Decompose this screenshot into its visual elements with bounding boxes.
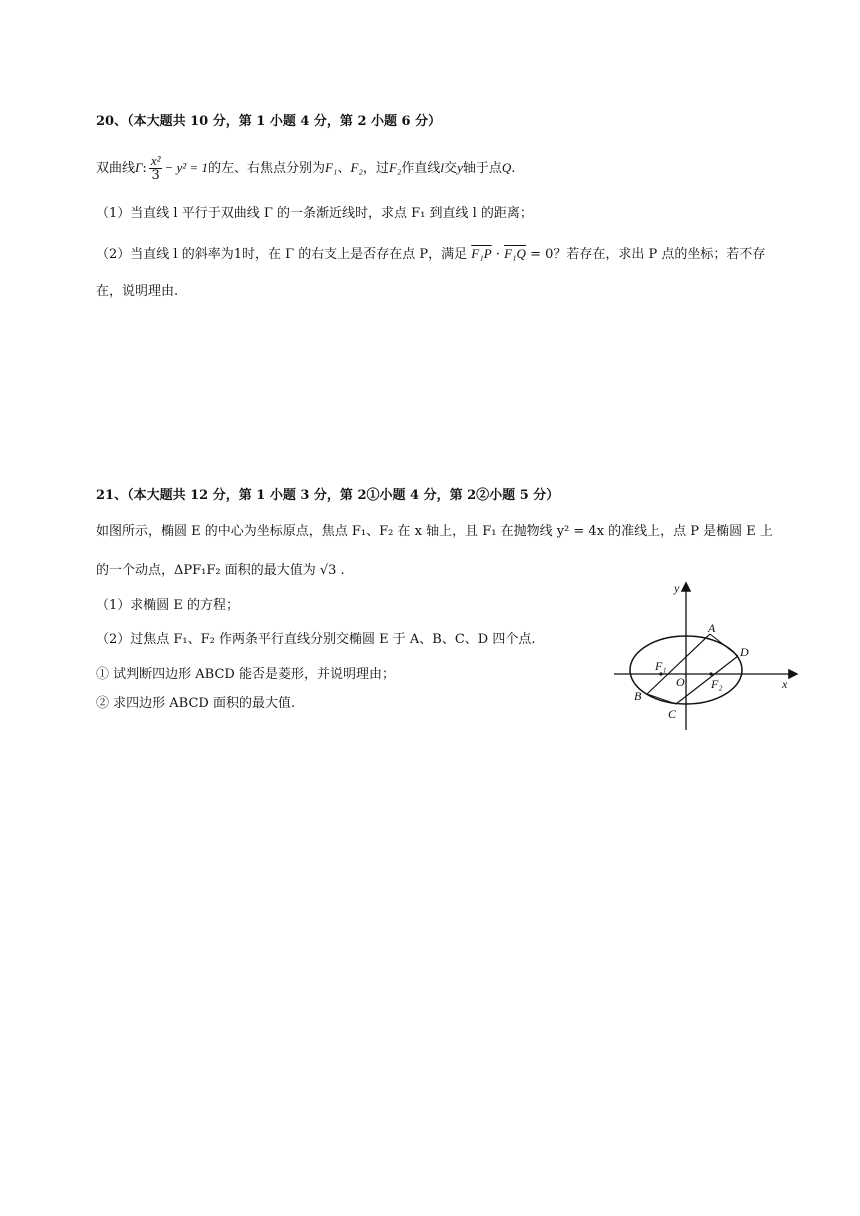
q20-colon: : bbox=[142, 161, 147, 176]
label-x: x bbox=[782, 677, 788, 691]
q20-stem-end: . bbox=[511, 161, 516, 176]
label-B: B bbox=[634, 689, 642, 703]
q20-F2: F₂ bbox=[350, 160, 363, 175]
q20-part2 bbox=[96, 244, 765, 265]
label-F1: F₁ bbox=[655, 659, 667, 673]
label-C: C bbox=[668, 707, 677, 721]
q21-part2-ii: ② 求四边形 ABCD 面积的最大值. bbox=[96, 696, 296, 711]
q20-vector-F1Q: F₁Q bbox=[504, 246, 526, 261]
q20-Q: Q bbox=[501, 160, 512, 175]
q20-stem-post3: 作直线 bbox=[401, 161, 441, 176]
q20-F1: F₁ bbox=[324, 160, 338, 175]
q20-stem-post5: 轴于点 bbox=[462, 161, 502, 176]
q21-stem-line1: 如图所示，椭圆 E 的中心为坐标原点，焦点 F₁、F₂ 在 x 轴上，且 F₁ 在抛物线 y² = 4x 的准线上，点 P 是椭圆 E 上 bbox=[96, 524, 773, 539]
q20-stem-pre: 双曲线 bbox=[96, 161, 136, 176]
label-O: O bbox=[676, 675, 685, 689]
q20-stem-post4: 交 bbox=[444, 161, 458, 176]
q20-part2-cont: 在，说明理由. bbox=[96, 284, 179, 299]
q20-part2-b: = 0？若存在，求出 P 点的坐标；若不存 bbox=[525, 247, 766, 262]
q20-fraction bbox=[149, 154, 163, 183]
q20-gamma: Γ bbox=[135, 160, 143, 175]
q20-y: y bbox=[457, 160, 463, 175]
q20-stem bbox=[96, 154, 515, 183]
label-y: y bbox=[674, 581, 680, 595]
q20-stem-post2: ，过 bbox=[362, 161, 389, 176]
q20-dot: · bbox=[491, 247, 505, 262]
label-F2: F₂ bbox=[711, 677, 723, 691]
q20-equation: − y² = 1 bbox=[164, 160, 208, 175]
q21-stem-line2: 的一个动点，ΔPF₁F₂ 面积的最大值为 √3 . bbox=[96, 563, 345, 578]
q20-frac-den: 3 bbox=[151, 168, 160, 183]
q20-header: 20、（本大题共 10 分，第 1 小题 4 分，第 2 小题 6 分） bbox=[96, 114, 442, 129]
q21-header: 21、（本大题共 12 分，第 1 小题 3 分，第 2①小题 4 分，第 2②小题 5 分） bbox=[96, 488, 560, 503]
q20-part1: （1）当直线 l 平行于双曲线 Γ 的一条渐近线时，求点 F₁ 到直线 l 的距离； bbox=[96, 206, 533, 221]
q20-l: l bbox=[440, 160, 445, 175]
q21-part2: （2）过焦点 F₁、F₂ 作两条平行直线分别交椭圆 E 于 A、B、C、D 四个点. bbox=[96, 632, 536, 647]
segment-BC bbox=[647, 694, 676, 704]
q20-frac-num: x² bbox=[150, 153, 161, 168]
q20-sep: 、 bbox=[337, 161, 351, 176]
label-D: D bbox=[740, 645, 749, 659]
q20-stem-post1: 的左、右焦点分别为 bbox=[207, 161, 325, 176]
chord-DC bbox=[676, 656, 738, 704]
ellipse-figure bbox=[610, 578, 810, 738]
label-A: A bbox=[708, 621, 716, 635]
q20-F2b: F₂ bbox=[388, 160, 402, 175]
q20-vector-F1P: F₁P bbox=[471, 246, 492, 261]
q20-part2-a: （2）当直线 l 的斜率为1时，在 Γ 的右支上是否存在点 P，满足 bbox=[96, 247, 472, 262]
q21-part1: （1）求椭圆 E 的方程； bbox=[96, 598, 240, 613]
q21-part2-i: ① 试判断四边形 ABCD 能否是菱形，并说明理由； bbox=[96, 667, 395, 682]
segment-AD bbox=[710, 634, 738, 656]
focus-F2 bbox=[709, 672, 712, 675]
